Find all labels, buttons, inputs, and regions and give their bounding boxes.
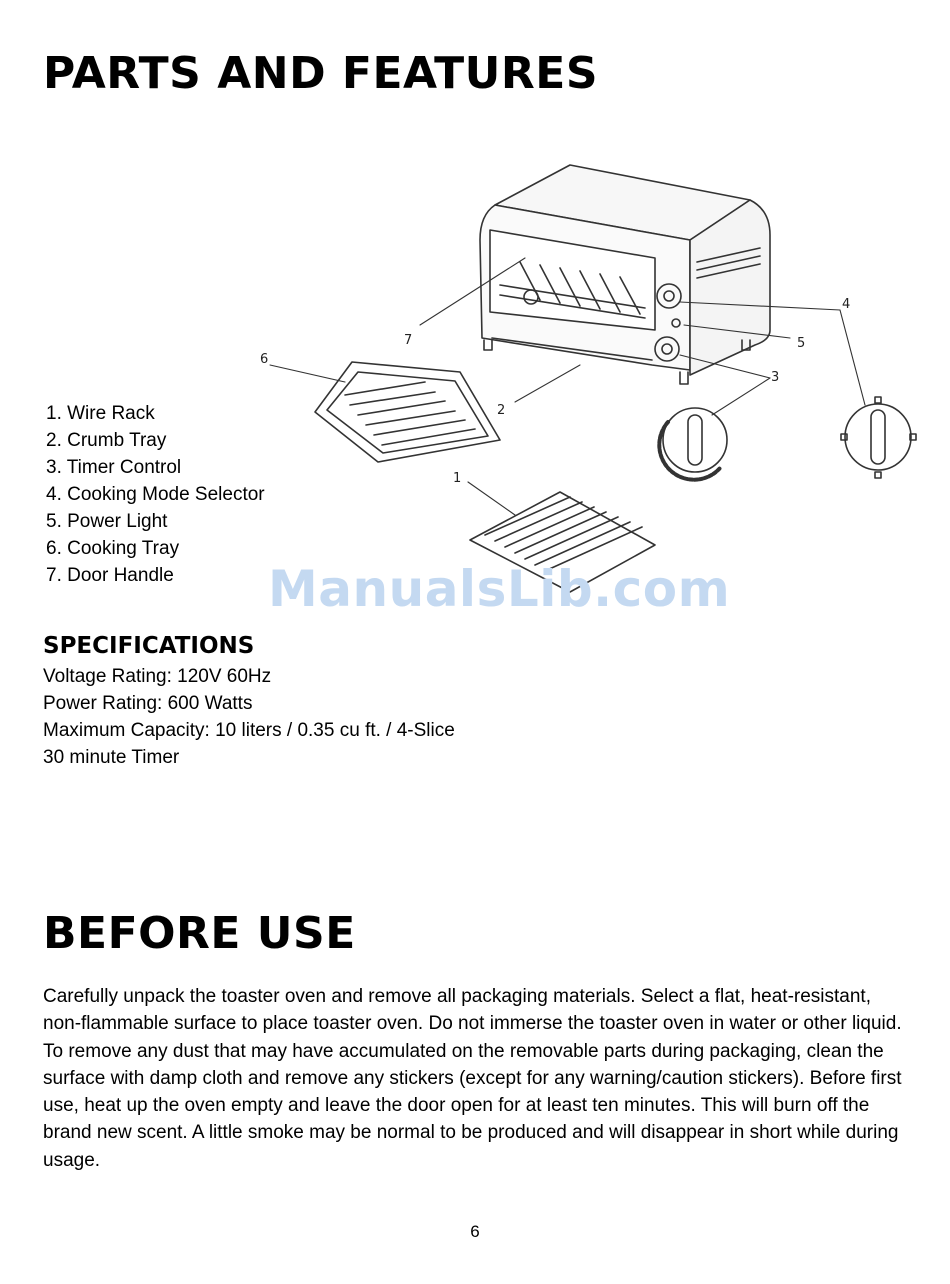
list-item: 5. Power Light: [46, 511, 168, 532]
oven-body: [480, 165, 770, 384]
list-item: 3. Timer Control: [46, 457, 182, 478]
list-item: 2. Crumb Tray: [46, 430, 167, 451]
callout-4: 4: [842, 297, 851, 312]
list-item: 6. Cooking Tray: [46, 538, 180, 559]
watermark: ManualsLib.com: [268, 560, 731, 618]
spec-line: Power Rating: 600 Watts: [43, 693, 253, 714]
toaster-oven-diagram: [250, 155, 930, 595]
specifications-heading: SPECIFICATIONS: [43, 633, 255, 659]
timer-knob-detail: [659, 408, 727, 480]
before-use-paragraph: Carefully unpack the toaster oven and remove all packaging materials. Select a flat, heat-resistant, non-flammable surface to place toaster oven. Do not immerse the toaster oven in water or other liquid. To remove any dust that may have accumulated on the removable parts during packaging, clean the surface with damp cloth and remove any stickers (except for any warning/caution stickers). Before first use, heat up the oven empty and leave the door open for at least ten minutes. This will burn off the brand new scent. A little smoke may be normal to be produced and will disappear in short while during usage.: [43, 986, 902, 1171]
list-item: 7. Door Handle: [46, 565, 174, 586]
spec-line: Voltage Rating: 120V 60Hz: [43, 666, 272, 687]
specifications-list: [43, 663, 455, 771]
before-use-heading: BEFORE USE: [43, 908, 356, 959]
cooking-tray-drawing: [315, 362, 500, 462]
callout-3: 3: [771, 370, 780, 385]
callout-7: 7: [404, 333, 413, 348]
page-title: PARTS AND FEATURES: [43, 48, 599, 99]
list-item: 4. Cooking Mode Selector: [46, 484, 265, 505]
page-number: 6: [470, 1222, 480, 1241]
mode-knob-detail: [841, 397, 916, 478]
callout-6: 6: [260, 352, 269, 367]
callout-1: 1: [453, 471, 462, 486]
parts-list: [46, 400, 265, 589]
callout-5: 5: [797, 336, 806, 351]
spec-line: Maximum Capacity: 10 liters / 0.35 cu ft. / 4-Slice: [43, 720, 455, 741]
callout-2: 2: [497, 403, 506, 418]
list-item: 1. Wire Rack: [46, 403, 155, 424]
spec-line: 30 minute Timer: [43, 747, 180, 768]
